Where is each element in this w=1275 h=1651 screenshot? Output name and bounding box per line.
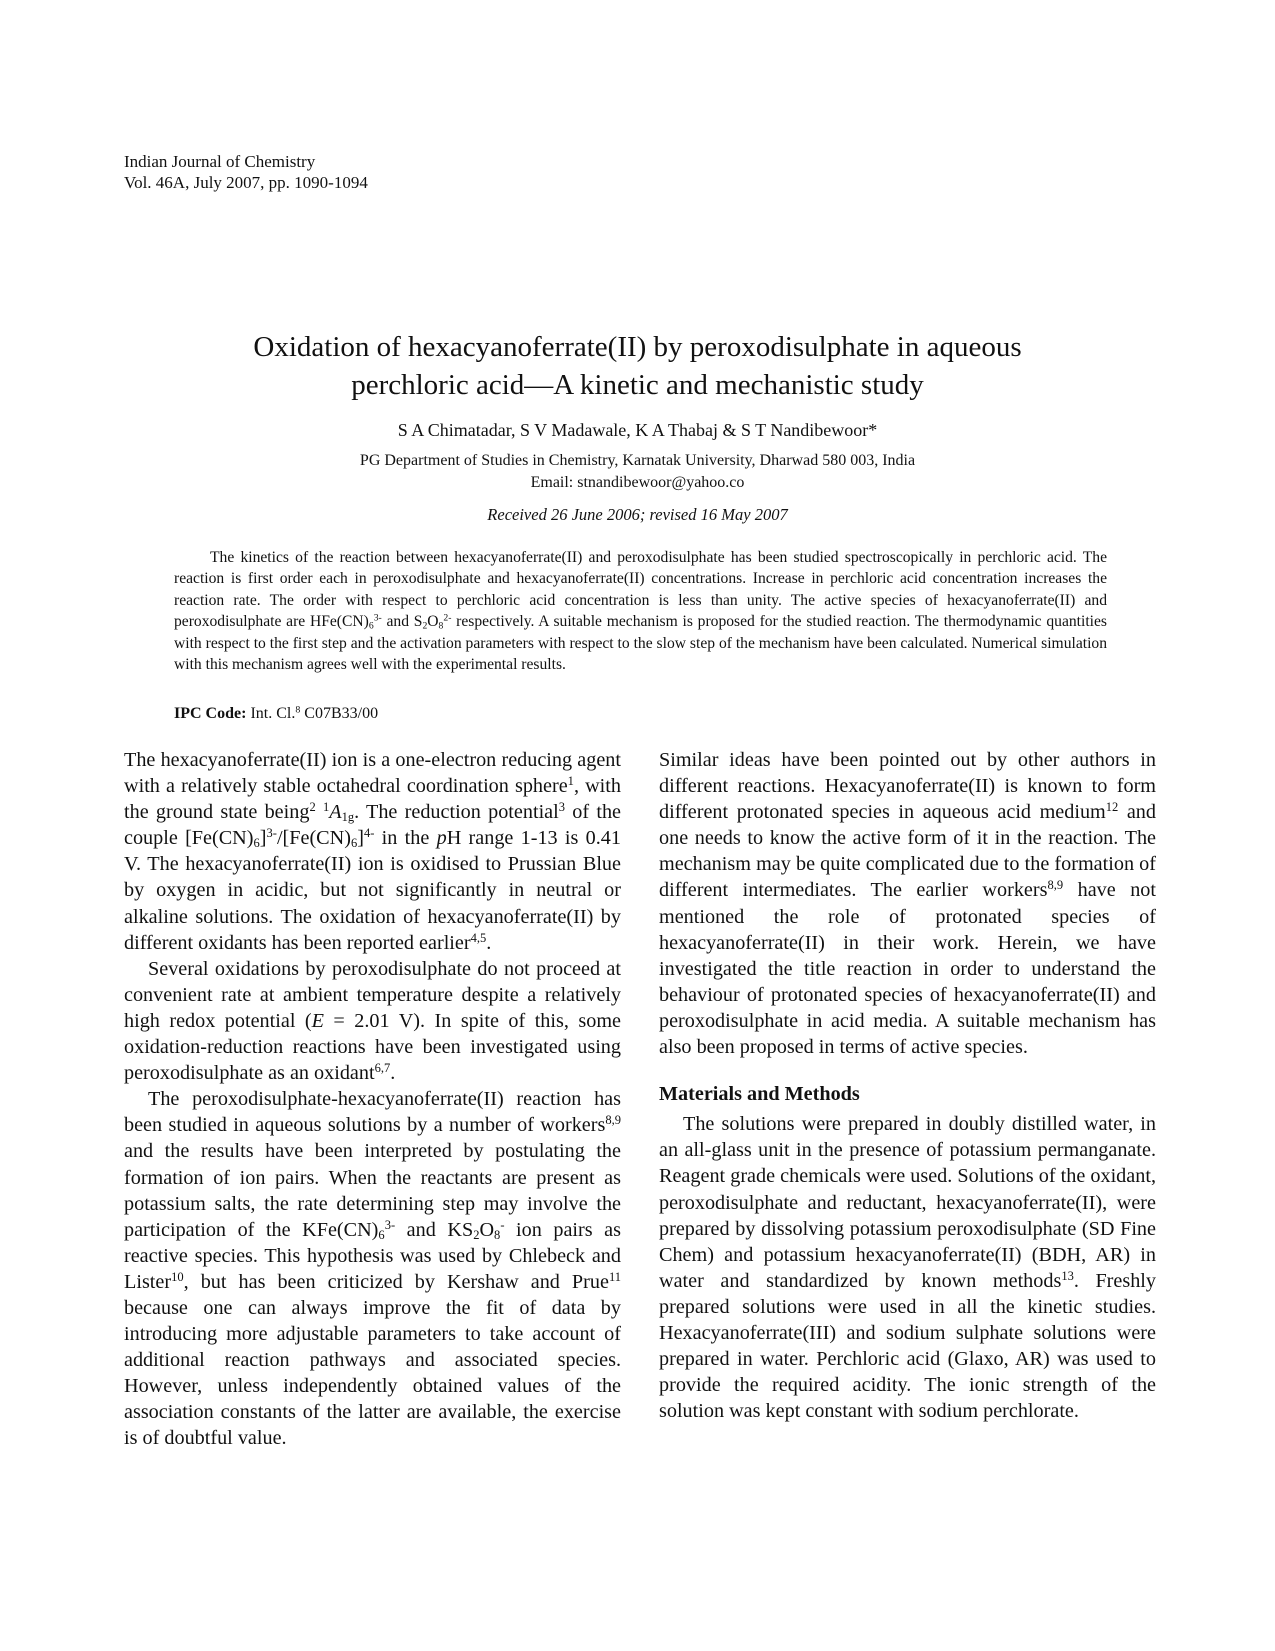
received-dates: Received 26 June 2006; revised 16 May 2007 [487,505,788,524]
affiliation: PG Department of Studies in Chemistry, Karnatak University, Dharwad 580 003, India [359,452,916,469]
ipc-code: IPC Code: Int. Cl.$^8$ C07B33/00 [174,704,379,722]
paragraph-materials: The solutions were prepared in doubly distilled water, in an all-glass unit in the presence of potassium permanganate. Reagent grade chemicals were used. Solutions of the oxidant, peroxodisulphate and reductant, hexacyanoferrate(II), were prepared by dissolving potassium peroxodisulphate (SD Fine Chem) and potassium hexacyanoferrate(II) (BDH, AR) in water and standardized by known methods$^{13}$. Freshly prepared solutions were used in all the kinetic studies. Hexacyanoferrate(III) and sodium sulphate solutions were prepared in water. Perchloric acid (Glaxo, AR) was used to provide the required acidity. The ionic strength of the solution was kept constant with sodium perchlorate. [659,1113,1157,1423]
paragraph-intro-3: The peroxodisulphate-hexacyanoferrate(II) reaction has been studied in aqueous solutions by a number of workers$^{8,9}$ and the results have been interpreted by postulating the formation of ion pairs. When the reactants are present as potassium salts, the rate determining step may involve the participation of the $KFe(CN)_6^{3-}$ and $KS_2O_8^-$ ion pairs as reactive species. This hypothesis was used by Chlebeck and Lister$^{10}$, but has been criticized by Kershaw and Prue$^{11}$ because one can always improve the fit of data by introducing more adjustable parameters to take account of additional reaction pathways and associated species. However, unless independently obtained values of the association constants of the latter are available, the exercise is of doubtful value. [124,1088,621,1450]
journal-name: Indian Journal of Chemistry [124,152,316,171]
paper-title [160,328,1115,404]
paragraph-intro-2: Several oxidations by peroxodisulphate do not proceed at convenient rate at ambient temperature despite a relatively high redox potential (E = 2.01 V). In spite of this, some oxidation-reduction reactions have been investigated using peroxodisulphate as an oxidant$^{6,7}$. [124,957,621,1085]
authors: S A Chimatadar, S V Madawale, K A Thabaj & S T Nandibewoor* [397,420,878,440]
left-column [124,747,621,1452]
journal-header [124,151,368,193]
title-line-1: Oxidation of hexacyanoferrate(II) by peroxodisulphate in aqueous [253,331,1022,363]
paragraph-intro-4: Similar ideas have been pointed out by other authors in different reactions. Hexacyanoferrate(II) is known to form different protonated species in aqueous acid medium$^{12}$ and one needs to know the active form of it in the reaction. The mechanism may be quite complicated due to the formation of different intermediates. The earlier workers$^{8,9}$ have not mentioned the role of protonated species of hexacyanoferrate(II) in their work. Herein, we have investigated the title reaction in order to understand the behaviour of protonated species of hexacyanoferrate(II) and peroxodisulphate in acid media. A suitable mechanism has also been proposed in terms of active species. [659,749,1157,1059]
journal-volume: Vol. 46A, July 2007, pp. 1090-1094 [124,173,368,192]
right-column [659,747,1156,1424]
title-line-2: perchloric acid—A kinetic and mechanistic study [351,369,924,401]
ipc-label: IPC Code: [174,705,247,722]
affiliation-block [160,450,1115,494]
email: Email: stnandibewoor@yahoo.co [530,474,745,491]
section-heading-materials: Materials and Methods [659,1083,860,1106]
abstract: The kinetics of the reaction between hexacyanoferrate(II) and peroxodisulphate has been studied spectroscopically in perchloric acid. The reaction is first order each in peroxodisulphate and hexacyanoferrate(II) concentrations. Increase in perchloric acid concentration increases the reaction rate. The order with respect to perchloric acid concentration is less than unity. The active species of hexacyanoferrate(II) and peroxodisulphate are $HFe(CN)_6^{3-}$ and $S_2O_8^{2-}$ respectively. A suitable mechanism is proposed for the studied reaction. The thermodynamic quantities with respect to the first step and the activation parameters with respect to the slow step of the mechanism have been calculated. Numerical simulation with this mechanism agrees well with the experimental results. [174,549,1107,674]
paragraph-intro-1: The hexacyanoferrate(II) ion is a one-electron reducing agent with a relatively stable octahedral coordination sphere$^1$, with the ground state being$^2$ $^1A_{1g}$. The reduction potential$^3$ of the couple $[Fe(CN)_6]^{3-}/[Fe(CN)_6]^{4-}$ in the pH range 1-13 is 0.41 V. The hexacyanoferrate(II) ion is oxidised to Prussian Blue by oxygen in acidic, but not significantly in neutral or alkaline solutions. The oxidation of hexacyanoferrate(II) by different oxidants has been reported earlier$^{4,5}$. [124,749,621,954]
